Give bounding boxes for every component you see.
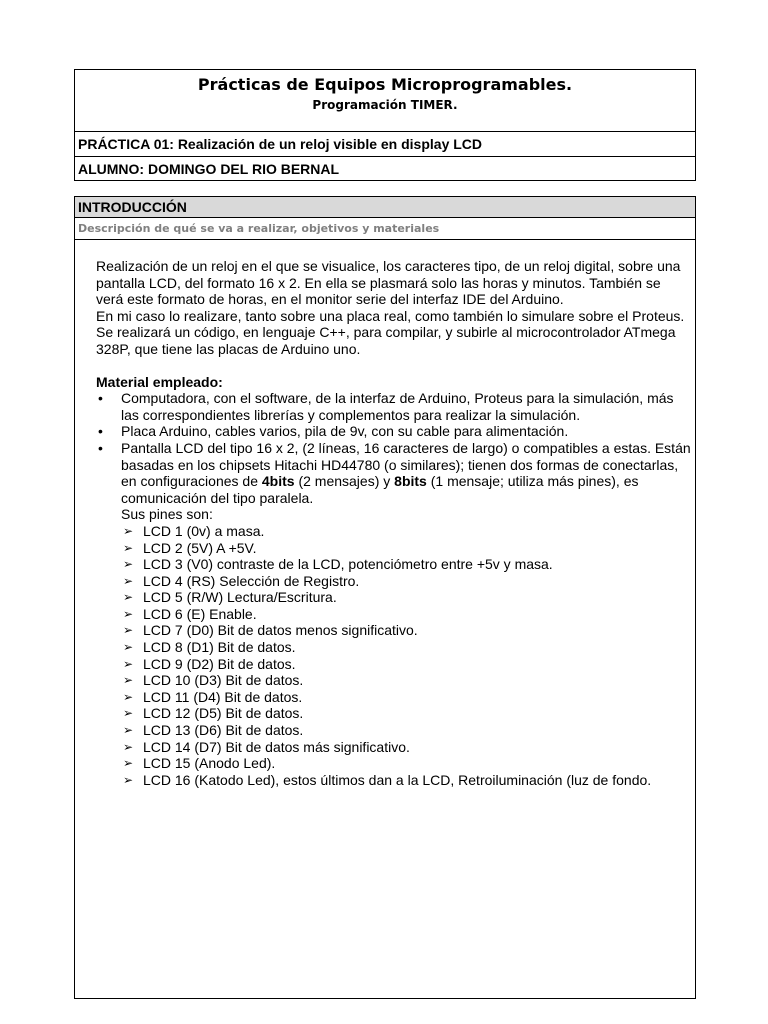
bullet-icon: • (98, 390, 103, 407)
pin-item: ➢ LCD 10 (D3) Bit de datos. (123, 672, 304, 689)
pin-item: ➢ LCD 2 (5V) A +5V. (123, 539, 257, 556)
arrow-bullet-icon: ➢ (123, 772, 134, 787)
pin-item: ➢ LCD 14 (D7) Bit de datos más significativo. (123, 738, 410, 755)
arrow-bullet-icon: ➢ (123, 640, 134, 655)
pin-item: ➢ LCD 12 (D5) Bit de datos. (123, 705, 304, 722)
document-title: Prácticas de Equipos Microprogramables. (197, 75, 573, 94)
arrow-bullet-icon: ➢ (123, 573, 134, 588)
arrow-bullet-icon: ➢ (123, 706, 134, 721)
intro-description: Descripción de qué se va a realizar, objetivos y materiales (74, 217, 696, 240)
arrow-bullet-icon: ➢ (123, 540, 134, 555)
document-header (74, 69, 696, 132)
content-body (96, 258, 691, 788)
pin-item: ➢ LCD 11 (D4) Bit de datos. (123, 688, 303, 705)
arrow-bullet-icon: ➢ (123, 756, 134, 771)
pin-list (121, 523, 691, 789)
pin-item: ➢ LCD 8 (D1) Bit de datos. (123, 639, 296, 656)
pin-item: ➢ LCD 7 (D0) Bit de datos menos significativo. (123, 622, 418, 639)
pin-item: ➢ LCD 3 (V0) contraste de la LCD, potenciómetro entre +5v y masa. (123, 556, 553, 573)
practice-title: PRÁCTICA 01: Realización de un reloj visible en display LCD (74, 131, 696, 157)
arrow-bullet-icon: ➢ (123, 623, 134, 638)
bullet-icon: • (98, 439, 103, 456)
arrow-bullet-icon: ➢ (123, 590, 134, 605)
pin-item: ➢ LCD 1 (0v) a masa. (123, 522, 265, 539)
arrow-bullet-icon: ➢ (123, 523, 134, 538)
pin-item: ➢ LCD 4 (RS) Selección de Registro. (123, 572, 360, 589)
content-box (74, 239, 696, 999)
arrow-bullet-icon: ➢ (123, 656, 134, 671)
intro-heading: INTRODUCCIÓN (74, 196, 696, 218)
paragraph-1: Realización de un reloj en el que se visualice, los caracteres tipo, de un reloj digital, sobre una pantalla LCD, del formato 16 x 2. En ella se plasmará solo las horas y minutos. También se verá este formato de horas, en el monitor serie del interfaz IDE del Arduino. (96, 258, 681, 308)
list-item: • Computadora, con el software, de la interfaz de Arduino, Proteus para la simulación, más las correspondientes librerías y complementos para realizar la simulación. (98, 390, 674, 423)
pin-item: ➢ LCD 13 (D6) Bit de datos. (123, 722, 304, 739)
student-name: ALUMNO: DOMINGO DEL RIO BERNAL (74, 156, 696, 181)
arrow-bullet-icon: ➢ (123, 673, 134, 688)
material-list (96, 390, 691, 788)
arrow-bullet-icon: ➢ (123, 606, 134, 621)
pin-item: ➢ LCD 5 (R/W) Lectura/Escritura. (123, 589, 337, 606)
arrow-bullet-icon: ➢ (123, 557, 134, 572)
list-item: • Pantalla LCD del tipo 16 x 2, (2 líneas, 16 caracteres de largo) o compatibles a estas. Están basadas en los chipsets Hitachi HD44780 (o similares); tienen dos formas de conectarlas, en configuraciones de 4bits (2 mensajes) y 8bits (1 mensaje; utiliza más pines), es comunicación del tipo paralela. Sus pines son: ➢ LCD 1 (0v) a masa. ➢ LCD 2 (5V) A +5V. ➢ LCD 3 (V0) contraste de la LCD, potenciómetro entre +5v y masa. ➢ LCD 4 (RS) Selección de Registro. ➢ LCD 5 (R/W) Lectura/Escritura. ➢ LCD 6 (E) Enable. ➢ LCD 7 (D0) Bit de datos menos significativo. ➢ LCD 8 (D1) Bit de datos. ➢ LCD 9 (D2) Bit de datos. ➢ LCD 10 (D3) Bit de datos. ➢ LCD 11 (D4) Bit de datos. ➢ LCD 12 (D5) Bit de datos. ➢ LCD 13 (D6) Bit de datos. ➢ LCD 14 (D7) Bit de datos más significativo. ➢ LCD 15 (Anodo Led). ➢ LCD 16 (Katodo Led), estos últimos dan a la LCD, Retroiluminación (luz de fondo. (98, 439, 691, 788)
paragraph-2: En mi caso lo realizare, tanto sobre una placa real, como también lo simulare sobre el Proteus. Se realizará un código, en lenguaje C++, para compilar, y subirle al microcontrolador ATmega 328P, que tiene las placas de Arduino uno. (96, 307, 685, 357)
material-heading: Material empleado: (96, 373, 223, 390)
arrow-bullet-icon: ➢ (123, 689, 134, 704)
document-subtitle: Programación TIMER. (312, 98, 458, 112)
bullet-icon: • (98, 423, 103, 440)
arrow-bullet-icon: ➢ (123, 739, 134, 754)
pin-item: ➢ LCD 9 (D2) Bit de datos. (123, 655, 296, 672)
arrow-bullet-icon: ➢ (123, 723, 134, 738)
pin-item: ➢ LCD 6 (E) Enable. (123, 605, 257, 622)
pins-intro: Sus pines son: (121, 506, 213, 523)
pin-item: ➢ LCD 15 (Anodo Led). (123, 755, 276, 772)
pin-item: ➢ LCD 16 (Katodo Led), estos últimos dan a la LCD, Retroiluminación (luz de fondo. (123, 771, 652, 788)
list-item: • Placa Arduino, cables varios, pila de 9v, con su cable para alimentación. (98, 423, 569, 440)
